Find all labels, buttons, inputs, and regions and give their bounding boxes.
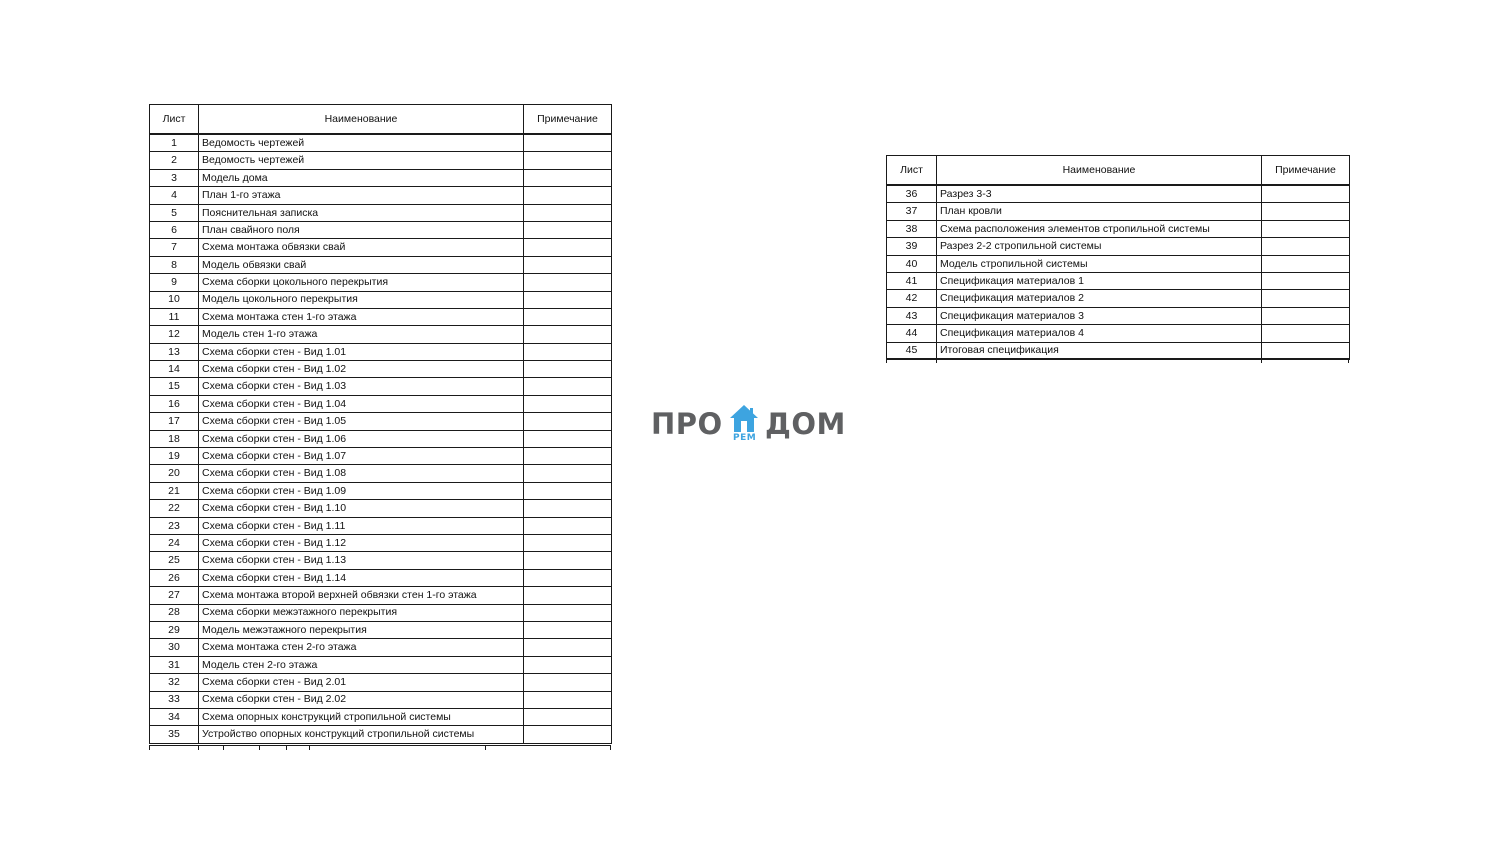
cell-drawing-name: Схема сборки стен - Вид 1.05 — [199, 413, 524, 430]
table-row — [150, 395, 612, 412]
table-row — [150, 308, 612, 325]
drawings-list-table-left — [149, 104, 612, 744]
table-row — [150, 656, 612, 673]
cell-note — [524, 291, 612, 308]
table-row — [150, 569, 612, 586]
cell-drawing-name: Схема сборки стен - Вид 1.13 — [199, 552, 524, 569]
cell-sheet-number: 4 — [150, 187, 199, 204]
table-row — [150, 343, 612, 360]
column-header-sheet: Лист — [887, 156, 937, 186]
cell-sheet-number: 22 — [150, 500, 199, 517]
cell-note — [524, 534, 612, 551]
cell-sheet-number: 11 — [150, 308, 199, 325]
cell-sheet-number: 14 — [150, 361, 199, 378]
cell-note — [524, 604, 612, 621]
table-row — [887, 307, 1350, 324]
cell-drawing-name: Схема сборки стен - Вид 1.07 — [199, 448, 524, 465]
cell-note — [524, 569, 612, 586]
logo-word-right: ДОМ — [765, 407, 846, 441]
cell-drawing-name: Схема сборки стен - Вид 1.06 — [199, 430, 524, 447]
cell-drawing-name: Модель межэтажного перекрытия — [199, 621, 524, 638]
table-left-cut-off-row — [149, 745, 611, 750]
table-row — [150, 221, 612, 238]
table-row — [150, 726, 612, 743]
cell-note — [524, 395, 612, 412]
cell-drawing-name: Модель обвязки свай — [199, 256, 524, 273]
cell-drawing-name: Пояснительная записка — [199, 204, 524, 221]
cell-note — [524, 708, 612, 725]
logo-subtext: РЕМ — [733, 433, 757, 443]
cell-drawing-name: Схема сборки межэтажного перекрытия — [199, 604, 524, 621]
cell-sheet-number: 34 — [150, 708, 199, 725]
cell-sheet-number: 39 — [887, 238, 937, 255]
cell-drawing-name: Схема сборки стен - Вид 1.09 — [199, 482, 524, 499]
cell-sheet-number: 45 — [887, 342, 937, 359]
cell-note — [1262, 272, 1350, 289]
cell-note — [1262, 255, 1350, 272]
cell-sheet-number: 3 — [150, 169, 199, 186]
cell-drawing-name: Схема сборки стен - Вид 1.14 — [199, 569, 524, 586]
table-row — [887, 325, 1350, 342]
table-header-row — [887, 156, 1350, 186]
table-row — [150, 708, 612, 725]
table-row — [150, 274, 612, 291]
cell-drawing-name: Модель стен 1-го этажа — [199, 326, 524, 343]
column-header-note: Примечание — [1262, 156, 1350, 186]
cell-sheet-number: 40 — [887, 255, 937, 272]
cell-sheet-number: 20 — [150, 465, 199, 482]
cell-sheet-number: 29 — [150, 621, 199, 638]
table-row — [150, 326, 612, 343]
column-header-name: Наименование — [937, 156, 1262, 186]
cell-note — [524, 221, 612, 238]
cell-note — [524, 500, 612, 517]
cell-sheet-number: 13 — [150, 343, 199, 360]
table-row — [150, 430, 612, 447]
table-row — [150, 500, 612, 517]
cell-note — [524, 256, 612, 273]
cell-note — [1262, 290, 1350, 307]
cell-sheet-number: 43 — [887, 307, 937, 324]
table-row — [887, 185, 1350, 203]
cell-drawing-name: Схема опорных конструкций стропильной системы — [199, 708, 524, 725]
cell-sheet-number: 5 — [150, 204, 199, 221]
cell-sheet-number: 24 — [150, 534, 199, 551]
cell-note — [524, 343, 612, 360]
cell-drawing-name: Схема сборки стен - Вид 1.02 — [199, 361, 524, 378]
cell-sheet-number: 25 — [150, 552, 199, 569]
cell-drawing-name: Схема сборки стен - Вид 1.08 — [199, 465, 524, 482]
table-row — [150, 413, 612, 430]
cell-drawing-name: Схема сборки стен - Вид 1.01 — [199, 343, 524, 360]
cell-drawing-name: Разрез 2-2 стропильной системы — [937, 238, 1262, 255]
cell-sheet-number: 17 — [150, 413, 199, 430]
cell-drawing-name: Итоговая спецификация — [937, 342, 1262, 359]
cell-sheet-number: 6 — [150, 221, 199, 238]
cell-sheet-number: 19 — [150, 448, 199, 465]
cell-note — [1262, 185, 1350, 203]
cell-sheet-number: 32 — [150, 674, 199, 691]
drawings-list-table-right — [886, 155, 1350, 360]
cell-sheet-number: 7 — [150, 239, 199, 256]
cell-sheet-number: 28 — [150, 604, 199, 621]
cell-note — [524, 482, 612, 499]
cell-note — [524, 274, 612, 291]
cell-note — [524, 326, 612, 343]
column-header-note: Примечание — [524, 105, 612, 135]
cell-drawing-name: Схема сборки стен - Вид 1.03 — [199, 378, 524, 395]
table-row — [150, 552, 612, 569]
column-header-name: Наименование — [199, 105, 524, 135]
cell-note — [524, 187, 612, 204]
cell-sheet-number: 8 — [150, 256, 199, 273]
cell-note — [524, 621, 612, 638]
cell-drawing-name: Разрез 3-3 — [937, 185, 1262, 203]
cell-sheet-number: 42 — [887, 290, 937, 307]
cell-drawing-name: Ведомость чертежей — [199, 152, 524, 169]
cell-drawing-name: Схема сборки стен - Вид 1.10 — [199, 500, 524, 517]
table-row — [150, 361, 612, 378]
table-row — [150, 465, 612, 482]
table-row — [887, 203, 1350, 220]
table-row — [150, 152, 612, 169]
cell-sheet-number: 16 — [150, 395, 199, 412]
cell-sheet-number: 1 — [150, 134, 199, 152]
table-header-row — [150, 105, 612, 135]
cell-sheet-number: 2 — [150, 152, 199, 169]
cell-sheet-number: 9 — [150, 274, 199, 291]
cell-drawing-name: Спецификация материалов 1 — [937, 272, 1262, 289]
cell-drawing-name: Модель цокольного перекрытия — [199, 291, 524, 308]
cell-note — [524, 413, 612, 430]
table-row — [150, 674, 612, 691]
table-row — [887, 342, 1350, 359]
cell-sheet-number: 31 — [150, 656, 199, 673]
cell-note — [524, 639, 612, 656]
column-header-sheet: Лист — [150, 105, 199, 135]
cell-note — [1262, 307, 1350, 324]
cell-note — [1262, 238, 1350, 255]
cell-drawing-name: Спецификация материалов 2 — [937, 290, 1262, 307]
cell-drawing-name: Ведомость чертежей — [199, 134, 524, 152]
table-row — [150, 534, 612, 551]
cell-sheet-number: 12 — [150, 326, 199, 343]
cell-drawing-name: Схема сборки стен - Вид 1.04 — [199, 395, 524, 412]
table-row — [150, 256, 612, 273]
cell-note — [1262, 220, 1350, 237]
cell-note — [524, 239, 612, 256]
cell-sheet-number: 18 — [150, 430, 199, 447]
cell-sheet-number: 21 — [150, 482, 199, 499]
cell-drawing-name: Схема расположения элементов стропильной системы — [937, 220, 1262, 237]
table-row — [150, 639, 612, 656]
cell-sheet-number: 38 — [887, 220, 937, 237]
cell-note — [524, 656, 612, 673]
cell-note — [524, 308, 612, 325]
table-row — [150, 604, 612, 621]
cell-note — [524, 674, 612, 691]
cell-note — [524, 691, 612, 708]
cell-note — [524, 430, 612, 447]
cell-note — [524, 169, 612, 186]
cell-drawing-name: Схема монтажа стен 2-го этажа — [199, 639, 524, 656]
cell-drawing-name: Модель стен 2-го этажа — [199, 656, 524, 673]
table-row — [150, 691, 612, 708]
cell-drawing-name: Модель стропильной системы — [937, 255, 1262, 272]
table-row — [887, 255, 1350, 272]
cell-drawing-name: Схема монтажа обвязки свай — [199, 239, 524, 256]
cell-drawing-name: Спецификация материалов 3 — [937, 307, 1262, 324]
table-row — [150, 187, 612, 204]
table-row — [887, 238, 1350, 255]
cell-note — [524, 726, 612, 743]
table-row — [887, 220, 1350, 237]
cell-sheet-number: 30 — [150, 639, 199, 656]
cell-note — [524, 134, 612, 152]
cell-sheet-number: 37 — [887, 203, 937, 220]
cell-sheet-number: 33 — [150, 691, 199, 708]
cell-sheet-number: 35 — [150, 726, 199, 743]
table-row — [150, 169, 612, 186]
cell-drawing-name: Схема монтажа стен 1-го этажа — [199, 308, 524, 325]
cell-sheet-number: 23 — [150, 517, 199, 534]
table-row — [150, 587, 612, 604]
cell-drawing-name: План свайного поля — [199, 221, 524, 238]
cell-note — [524, 587, 612, 604]
cell-sheet-number: 26 — [150, 569, 199, 586]
cell-note — [524, 517, 612, 534]
house-icon — [729, 404, 759, 434]
table-row — [150, 134, 612, 152]
cell-sheet-number: 10 — [150, 291, 199, 308]
cell-sheet-number: 15 — [150, 378, 199, 395]
table-row — [150, 482, 612, 499]
cell-drawing-name: Схема сборки цокольного перекрытия — [199, 274, 524, 291]
table-row — [887, 272, 1350, 289]
cell-drawing-name: План кровли — [937, 203, 1262, 220]
cell-drawing-name: Схема сборки стен - Вид 2.02 — [199, 691, 524, 708]
cell-sheet-number: 36 — [887, 185, 937, 203]
table-right-bottom-edge — [886, 358, 1349, 363]
table-row — [887, 290, 1350, 307]
table-row — [150, 239, 612, 256]
cell-note — [524, 448, 612, 465]
cell-note — [524, 552, 612, 569]
table-row — [150, 517, 612, 534]
cell-drawing-name: Схема монтажа второй верхней обвязки стен 1-го этажа — [199, 587, 524, 604]
cell-drawing-name: Схема сборки стен - Вид 1.11 — [199, 517, 524, 534]
cell-drawing-name: Спецификация материалов 4 — [937, 325, 1262, 342]
table-row — [150, 448, 612, 465]
cell-sheet-number: 44 — [887, 325, 937, 342]
cell-note — [524, 465, 612, 482]
cell-drawing-name: План 1-го этажа — [199, 187, 524, 204]
cell-note — [1262, 325, 1350, 342]
cell-note — [1262, 342, 1350, 359]
cell-note — [1262, 203, 1350, 220]
logo-word-left: ПРО — [651, 407, 723, 441]
cell-note — [524, 152, 612, 169]
cell-drawing-name: Модель дома — [199, 169, 524, 186]
cell-drawing-name: Схема сборки стен - Вид 1.12 — [199, 534, 524, 551]
table-row — [150, 378, 612, 395]
cell-sheet-number: 41 — [887, 272, 937, 289]
pro-dom-logo — [651, 402, 851, 448]
cell-drawing-name: Схема сборки стен - Вид 2.01 — [199, 674, 524, 691]
table-row — [150, 204, 612, 221]
table-row — [150, 291, 612, 308]
cell-drawing-name: Устройство опорных конструкций стропильной системы — [199, 726, 524, 743]
cell-note — [524, 204, 612, 221]
table-row — [150, 621, 612, 638]
cell-note — [524, 378, 612, 395]
cell-note — [524, 361, 612, 378]
cell-sheet-number: 27 — [150, 587, 199, 604]
